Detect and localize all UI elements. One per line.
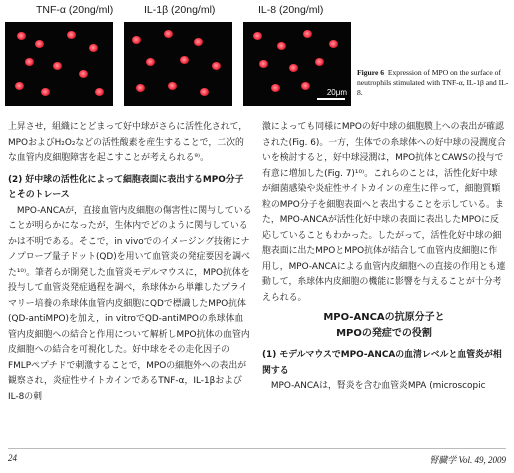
figure-caption-label: Figure 6 [357, 68, 385, 77]
right-section-title: (1) モデルマウスでMPO-ANCAの血清レベルと血管炎が相関する [262, 350, 502, 376]
fluorescent-cell [164, 30, 173, 38]
section-heading [262, 310, 506, 342]
figure-panel-labels [0, 4, 514, 20]
fluorescent-cell [146, 58, 155, 66]
journal-name: 腎臓学 Vol. 49, 2009 [429, 455, 506, 465]
left-section-title: (2) 好中球の活性化によって細胞表面に表出するMPO分子とそのトレース [8, 174, 244, 200]
fluorescent-cell [253, 32, 262, 40]
fluorescent-cell [132, 36, 141, 44]
fluorescent-cell [289, 64, 298, 72]
page-footer [8, 448, 506, 469]
fluorescent-cell [168, 82, 177, 90]
fluorescent-cell [89, 44, 98, 52]
right-column [262, 120, 506, 395]
fluorescent-cell [95, 88, 104, 96]
fluorescent-cell [53, 62, 62, 70]
fluorescent-cell [212, 62, 221, 70]
section-heading-line-1: MPO-ANCAの抗原分子と [323, 312, 445, 323]
fluorescent-cell [180, 56, 189, 64]
fluorescent-cell [303, 30, 312, 38]
fluorescent-cell [15, 82, 24, 90]
fluorescent-cell [25, 58, 34, 66]
fluorescent-cell [315, 58, 324, 66]
fluorescent-cell [41, 88, 50, 96]
micrograph-il8 [243, 22, 351, 106]
fluorescent-cell [79, 70, 88, 78]
fluorescent-cell [271, 84, 280, 92]
figure-caption [357, 68, 509, 98]
scale-bar [317, 98, 345, 100]
right-paragraph-2: MPO-ANCAは，腎炎を含む血管炎MPA (microscopic [270, 381, 486, 391]
fluorescent-cell [136, 84, 145, 92]
figure-caption-text: Expression of MPO on the surface of neutrophils stimulated with TNF-α, IL-1β and IL-8. [357, 68, 509, 97]
fluorescent-cell [194, 38, 203, 46]
left-column [8, 120, 252, 405]
panel-label-tnf: TNF-α (20ng/ml) [36, 4, 114, 16]
micrograph-tnf [5, 22, 113, 106]
fluorescent-cell [17, 32, 26, 40]
fluorescent-cell [200, 88, 209, 96]
fluorescent-cell [329, 40, 338, 48]
panel-label-il8: IL-8 (20ng/ml) [258, 4, 324, 16]
page-number: 24 [8, 453, 17, 463]
micrograph-il1b [124, 22, 232, 106]
left-paragraph-1: 上昇させ，組織にとどまって好中球がさらに活性化されて，MPOおよびH₂O₂などの活性酸素を産生することで，二次的な血管内皮細胞障害を起こすことが考えられる⁹⁾。 [8, 122, 248, 163]
fluorescent-cell [301, 82, 310, 90]
fluorescent-cell [259, 60, 268, 68]
left-paragraph-2: MPO-ANCAが，直接血管内皮細胞の傷害性に関与していることが明らかになったが，生体内でどのように関与しているかは不明である。そこで，in vivoでのイメージング技術にナノプローブ量子ドット(QD)を用いて血管炎の発症要因を調べた¹⁰⁾。筆者らが開発した血管炎モデルマウスに，MPO抗体を投与して血管炎発症過程を調べ，糸球体から単離したプライマリー培養の糸球体血管内皮細胞にQDで標識したMPO抗体(QD-antiMPO)を加え，in vitroでQD-antiMPOの糸球体血管内皮細胞への結合と作用について解析しMPO抗体の血管内皮細胞への結合を可視化した。好中球をその走化因子のFMLPペプチドで刺激することで，MPOの細胞外への表出が観察され，炎症性サイトカインであるTNF-α，IL-1βおよびIL-8の刺 [8, 205, 252, 402]
fluorescent-cell [277, 42, 286, 50]
fluorescent-cell [67, 31, 76, 39]
fluorescent-cell [35, 40, 44, 48]
right-paragraph-1: 激によっても同様にMPOの好中球の細胞膜上への表出が確認された(Fig. 6)。一方，生体での糸球体への好中球の浸潤度合いを検討すると，好中球浸潤は，MPO抗体とCAWSの投与で有意に増加した(Fig. 7)¹⁰⁾。これらのことは，活性化好中球が細菌感染や炎症性サイトカインの産生に伴って，細胞質顆粒のMPO分子を細胞表面へと表出することを示している。また，MPO-ANCAが活性化好中球の表面に表出したMPOに反応していることもわかった。したがって，活性化好中球の細胞表面に出たMPOとMPO抗体が結合して血管内皮細胞に作用し，MPO-ANCAによる血管内皮細胞への直接の作用とも連動して，糸球体内皮細胞の機能に影響を与えることが十分考えられる。 [262, 122, 506, 303]
section-heading-line-2: MPOの発症での役割 [336, 328, 432, 339]
panel-label-il1b: IL-1β (20ng/ml) [144, 4, 216, 16]
scale-bar-label: 20μm [326, 88, 347, 97]
